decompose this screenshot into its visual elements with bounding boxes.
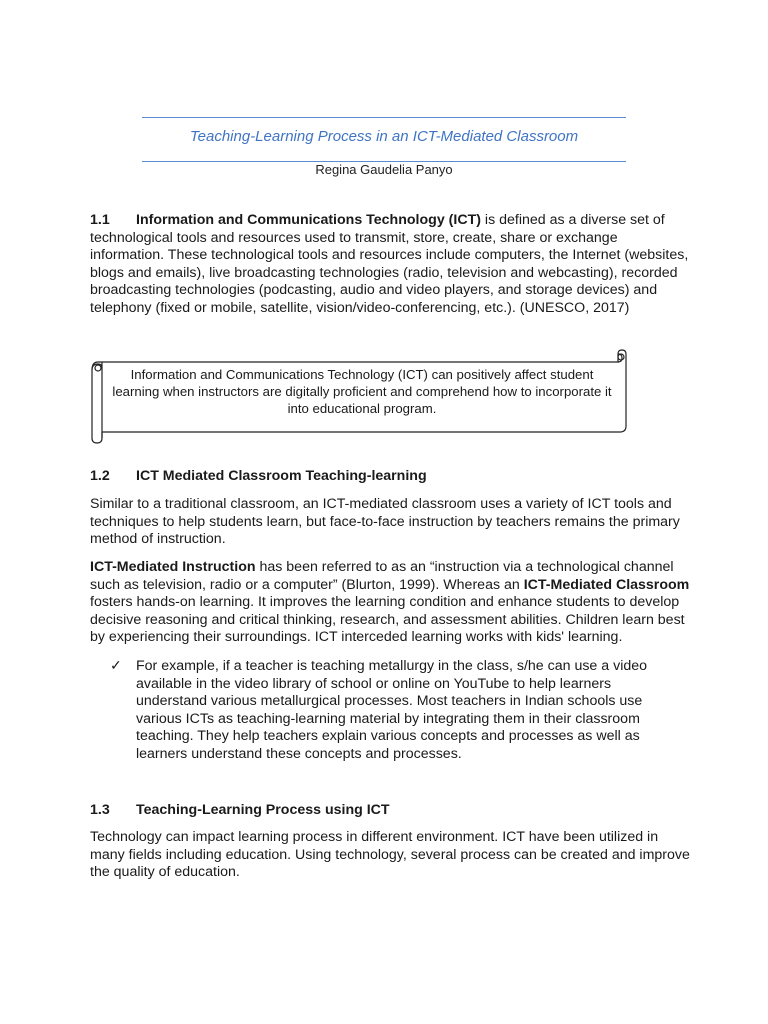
example-bullet: For example, if a teacher is teaching metallurgy in the class, s/he can use a video available in the video library of school or online on YouTube to help learners understand various metallurgical processes. Most teachers in Indian schools use various ICTs as teaching-learning material by integrating them in their classroom teaching. They help teachers explain various concepts and processes as well as learners understand these concepts and processes. xyxy=(136,658,648,762)
instruction-definition: has been referred to as an “instruction via a technological channel such as television, radio or a computer” (Blurton, 1999). Whereas an xyxy=(90,559,674,593)
section-1-3-heading xyxy=(90,801,390,819)
section-1-3-paragraph-1: Technology can impact learning process in different environment. ICT have been utilized in many fields including education. Using technology, several process can be created and improve the quality of education. xyxy=(90,829,690,881)
section-number: 1.3 xyxy=(90,802,110,818)
section-1-2-paragraph-2 xyxy=(90,559,690,647)
instruction-term: ICT-Mediated Instruction xyxy=(90,559,256,575)
callout-text: Information and Communications Technology (ICT) can positively affect student learning when instructors are digitally proficient and comprehend how to incorporate it into educational program. xyxy=(112,367,612,416)
section-1-2-paragraph-1: Similar to a traditional classroom, an ICT-mediated classroom uses a variety of ICT tools and techniques to help students learn, but face-to-face instruction by teachers remains the primary method of instruction. xyxy=(90,496,680,548)
classroom-term: ICT-Mediated Classroom xyxy=(523,576,690,593)
classroom-definition: fosters hands-on learning. It improves the learning condition and enhance students to develop decisive reasoning and critical thinking, research, and assessment abilities. Children learn best by experiencing their surroundings. ICT interceded learning works with kids' learning. xyxy=(90,594,685,646)
section-title: ICT Mediated Classroom Teaching-learning xyxy=(136,468,427,484)
section-number: 1.1 xyxy=(90,212,110,228)
ict-definition: is defined as a diverse set of technological tools and resources used to transmit, store, create, share or exchange information. These technological tools and resources include computers, the Internet (websites, blogs and emails), live broadcasting technologies (radio, television and webcasting), recorded broadcasting technologies (podcasting, audio and video players, and storage devices) and telephony (fixed or mobile, satellite, vision/video-conferencing, etc.). (UNESCO, 2017) xyxy=(90,212,689,316)
document-title: Teaching-Learning Process in an ICT-Mediated Classroom xyxy=(189,128,579,145)
section-number: 1.2 xyxy=(90,468,110,484)
section-1-1-paragraph xyxy=(90,212,690,318)
checkmark-icon: ✓ xyxy=(110,657,122,673)
title-rule-top xyxy=(142,117,626,118)
section-title: Teaching-Learning Process using ICT xyxy=(136,802,390,818)
section-1-2-heading xyxy=(90,467,427,485)
author-name: Regina Gaudelia Panyo xyxy=(315,162,453,177)
ict-term: Information and Communications Technology (ICT) xyxy=(136,212,481,228)
